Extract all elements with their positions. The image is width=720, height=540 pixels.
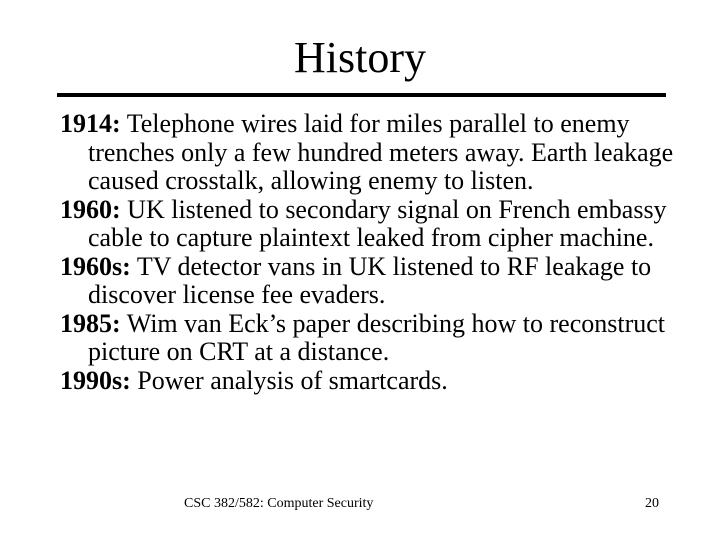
history-entry xyxy=(60,310,675,367)
entry-text: UK listened to secondary signal on French embassy cable to capture plaintext leaked from cipher machine. xyxy=(88,194,667,252)
entry-text: Telephone wires laid for miles parallel to enemy trenches only a few hundred meters away. Earth leakage caused crosstalk, allowing enemy to listen. xyxy=(88,109,674,195)
footer-page-number: 20 xyxy=(645,496,659,511)
history-entry xyxy=(60,196,675,253)
entry-year: 1985: xyxy=(60,308,121,338)
history-entry xyxy=(60,253,675,310)
entry-year: 1914: xyxy=(60,109,121,138)
title-divider xyxy=(57,93,666,97)
entry-year: 1960s: xyxy=(60,251,131,281)
entry-text: Power analysis of smartcards. xyxy=(137,365,448,395)
entry-text: Wim van Eck’s paper describing how to reconstruct picture on CRT at a distance. xyxy=(88,308,665,366)
entry-text: TV detector vans in UK listened to RF leakage to discover license fee evaders. xyxy=(88,251,652,309)
footer-course-title: CSC 382/582: Computer Security xyxy=(184,496,374,511)
history-entry xyxy=(60,110,675,196)
history-list xyxy=(60,110,675,395)
history-entry xyxy=(60,367,675,396)
entry-year: 1960: xyxy=(60,194,121,224)
slide-title: History xyxy=(294,33,426,82)
entry-year: 1990s: xyxy=(60,365,131,395)
